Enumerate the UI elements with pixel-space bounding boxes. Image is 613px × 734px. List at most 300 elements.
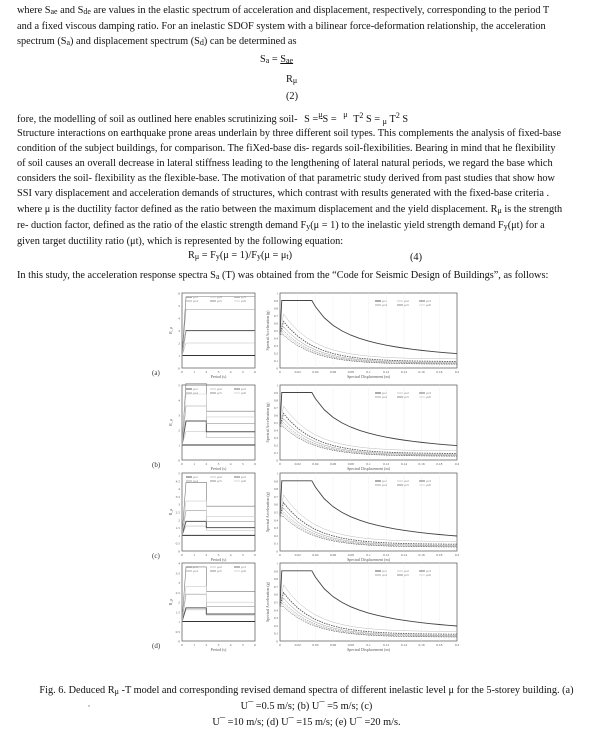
text: S [260,54,266,65]
left-ylabel: R_μ [168,327,173,334]
left-ytick-label: 0.5 [175,541,180,546]
paragraph-ductility [17,202,597,249]
left-xtick-label: 5 [241,643,244,647]
right-ytick-label: 0.8 [273,398,278,403]
text-line: condition of the subject buildings, for comparison. The fiXed-base dis- regards soil-flexibilities. Bearing in mind that he flexibility [17,143,556,154]
right-xtick-label: 0.2 [454,553,460,557]
legend-label: μ=4 [193,479,198,484]
right-ytick-label: 0 [276,639,278,644]
legend-label: μ=3 [241,475,246,480]
left-ytick-label: 2 [178,341,180,346]
right-ytick-label: 0.8 [273,306,278,311]
legend-label: μ=5 [217,299,222,304]
right-xtick-label: 0.08 [347,643,354,647]
speck [88,705,90,707]
left-xtick-label: 5 [241,462,244,466]
right-xtick-label: 0 [279,370,281,374]
right-ytick-label: 0.7 [273,406,278,410]
eq-part: 2 [395,111,400,120]
left-ytick-label: 4 [178,398,180,403]
right-xtick-label: 0.06 [330,643,337,647]
right-ytick-label: 0.8 [273,577,278,582]
text: and S [57,5,84,16]
legend-label: μ=4 [382,395,387,400]
legend-label: μ=6 [426,395,431,400]
right-ytick-label: 0.6 [273,413,278,418]
left-xtick-label: 0 [181,462,183,466]
eq-part: μ [318,110,323,119]
text: Fig. 6. Deduced R [39,685,115,696]
right-ytick-label: 0.3 [273,344,278,348]
left-ytick-label: 1 [178,443,180,448]
text-line [17,218,597,234]
left-xtick-label: 3 [217,370,220,374]
text: R [188,250,195,261]
right-xtick-label: 0.12 [383,553,390,557]
legend-label: μ=4 [382,483,387,488]
left-ylabel: R_μ [168,508,173,516]
right-xtick-label: 0.14 [400,370,407,374]
left-ytick-label: 3 [178,329,180,333]
left-xtick-label: 4 [229,643,232,647]
eq-part: = [312,114,319,125]
legend-label: μ=3 [426,569,431,574]
inline-equation [304,110,409,126]
right-xtick-label: 0.08 [347,370,354,374]
legend-label: μ=2 [217,565,222,570]
subscript: a [215,272,220,281]
equation-lhs [260,52,293,68]
legend-label: μ=5 [217,479,222,484]
right-ytick-label: 0.9 [273,569,278,574]
left-ytick-label: 0 [178,366,180,371]
right-ytick-label: 0.4 [273,518,278,523]
right-ytick-label: 0.9 [273,391,278,395]
left-xtick-label: 1 [193,370,196,374]
right-xtick-label: 0.18 [436,462,443,466]
text: ) can be determined as [203,36,297,47]
subscript: μ [292,76,298,85]
text: (μ = 1)/F [219,250,257,261]
subscript: d [199,38,204,47]
right-xtick-label: 0.14 [400,462,407,466]
text-line [17,34,597,50]
left-xtick-label: 3 [217,462,220,466]
fraction-numerator [280,54,293,65]
legend-label: μ=5 [217,569,222,574]
left-xlabel: Period (s) [210,374,227,379]
left-xtick-label: 0 [181,553,183,557]
left-xtick-label: 0 [181,643,183,647]
paragraph-ssi [17,126,597,201]
right-ytick-label: 0.7 [273,494,278,499]
eq-part: S [304,114,310,125]
subscript: y [503,222,508,231]
left-ytick-label: 1 [178,620,180,624]
legend-label: μ=5 [404,573,409,578]
legend-label: μ=1 [193,295,198,300]
left-ytick-label: 4.5 [175,479,180,484]
legend-label: μ=2 [404,569,409,574]
legend-label: μ=4 [193,299,198,304]
legend-label: μ=1 [193,387,198,392]
right-xtick-label: 0.18 [436,553,443,557]
right-xtick-label: 0 [279,462,281,466]
right-ytick-label: 0.7 [273,314,278,318]
panel-label: (c) [152,552,160,560]
left-ytick-label: 2.5 [175,510,180,515]
subscript: a [66,38,71,47]
right-ytick-label: 0.8 [273,487,278,492]
left-ytick-label: 0.5 [175,629,180,634]
right-ytick-label: 0.1 [273,541,278,546]
right-ytick-label: 0 [276,366,278,371]
right-ytick-label: 0.3 [273,616,278,621]
right-xtick-label: 0.16 [418,643,425,647]
legend-label: μ=5 [404,395,409,400]
panel-label: (d) [152,642,161,650]
legend-label: μ=2 [404,479,409,484]
eq-part: μ [382,117,387,126]
right-ytick-label: 0.2 [273,443,278,448]
right-xtick-label: 0.04 [312,643,319,647]
right-xtick-label: 0.14 [400,643,407,647]
text: (μt) for a [507,220,545,231]
text-line [17,202,597,218]
left-ytick-label: 3.5 [175,571,180,576]
left-ytick-label: 4 [178,487,180,492]
right-ytick-label: 0.7 [273,584,278,589]
left-xtick-label: 6 [254,370,256,374]
legend-label: μ=6 [426,303,431,308]
right-ytick-label: 0.3 [273,526,278,531]
text: spectrum (S [17,36,67,47]
subscript: a [265,56,270,65]
right-ytick-label: 0.4 [273,608,278,613]
text: where S [17,5,51,16]
legend-label: μ=1 [382,299,387,304]
text: ) [288,250,293,261]
left-xtick-label: 0 [181,370,183,374]
subscript: μ [194,252,200,261]
left-ytick-label: 1.5 [175,526,180,531]
right-xtick-label: 0.08 [347,462,354,466]
right-xtick-label: 0.12 [383,462,390,466]
right-ytick-label: 0.4 [273,428,278,433]
left-ytick-label: 4 [178,561,180,566]
right-xtick-label: 0.06 [330,462,337,466]
legend-label: μ=3 [241,295,246,300]
right-xlabel: Spectral Displacement (m) [347,466,390,471]
left-ytick-label: 2 [178,600,180,605]
left-xtick-label: 3 [217,643,220,647]
legend-label: μ=1 [382,391,387,396]
right-xlabel: Spectral Displacement (m) [347,647,390,652]
right-xlabel: Spectral Displacement (m) [347,374,390,379]
right-ytick-label: 0.5 [273,510,278,515]
left-ylabel: R_μ [168,598,173,606]
left-ytick-label: 2 [178,518,180,523]
text-line: of soil causes an overall decrease in lateral stiffness leading to the lengthening of lateral natural periods, we regard the base which [17,158,553,169]
legend-label: μ=3 [426,391,431,396]
text: (μ = μ [260,250,287,261]
left-ytick-label: 1.5 [175,610,180,615]
right-xtick-label: 0.1 [366,462,371,466]
legend-label: μ=1 [193,565,198,570]
eq-part: S = [322,114,337,125]
equation-number: (4) [410,252,423,263]
right-xtick-label: 0.02 [294,462,301,466]
right-xtick-label: 0.18 [436,643,443,647]
legend-label: μ=1 [382,569,387,574]
right-ytick-label: 0.9 [273,479,278,484]
text: (μ = 1) to the inelastic yield strength demand F [310,220,504,231]
subscript: μ [497,206,502,215]
subscript: ae [286,56,294,65]
legend-label: μ=2 [217,295,222,300]
left-ytick-label: 3 [178,413,180,418]
right-xtick-label: 0.1 [366,643,371,647]
left-xtick-label: 4 [229,553,232,557]
text: where μ is the ductility factor defined as the ratio between the maximum displacement and the yield displacement. R [17,204,498,215]
eq-part: T [389,114,396,125]
left-xtick-label: 6 [254,643,256,647]
legend-label: μ=4 [382,573,387,578]
right-xtick-label: 0.04 [312,553,319,557]
eq-part: μ [343,110,348,119]
left-xlabel: Period (s) [210,647,227,652]
right-ytick-label: 0.1 [273,451,278,455]
right-xtick-label: 0.14 [400,553,407,557]
right-xtick-label: 0 [279,643,281,647]
left-xtick-label: 3 [217,553,220,557]
left-ylabel: R_μ [168,419,173,426]
right-ytick-label: 0.2 [273,533,278,538]
right-ytick-label: 0.1 [273,631,278,636]
left-xtick-label: 1 [193,643,196,647]
right-ytick-label: 1 [276,471,278,476]
right-ytick-label: 1 [276,291,278,296]
left-xtick-label: 2 [205,643,208,647]
right-ytick-label: 0.6 [273,502,278,507]
text: fore, the modelling of soil as outlined here enables scrutinizing soil- [17,114,298,125]
left-ytick-label: 2.5 [175,590,180,595]
text-line: SSI vary displacement and acceleration demands of structures, which contrast with results generated with the fixed-base criteria . [17,188,550,199]
legend-label: μ=5 [217,391,222,396]
right-ytick-label: 0.2 [273,623,278,628]
text: R [286,74,293,85]
text-line: considers the soil- flexibility as the flexible-base. The motivation of that parametric study derived from past studies that show how [17,173,555,184]
eq-part: S [402,114,409,125]
right-ytick-label: 0.5 [273,329,278,333]
legend-label: μ=2 [404,391,409,396]
right-ytick-label: 0.1 [273,359,278,363]
right-ylabel: Spectral Acceleration (g) [265,402,270,443]
text-line: and a fixed viscous damping ratio. For an inelastic SDOF system with a bilinear force-deformation relationship, the acceleration [17,21,546,32]
paragraph-elastic-spectrum [17,3,597,50]
legend-label: μ=1 [382,479,387,484]
legend-label: μ=3 [426,299,431,304]
right-xtick-label: 0.06 [330,553,337,557]
legend-label: μ=4 [382,303,387,308]
legend-label: μ=4 [193,391,198,396]
legend-label: μ=6 [241,391,246,396]
left-xtick-label: 1 [193,462,196,466]
legend-label: μ=2 [217,387,222,392]
legend-label: μ=5 [404,303,409,308]
legend-label: μ=3 [241,565,246,570]
right-xtick-label: 0.1 [366,553,371,557]
left-ytick-label: 0 [178,549,180,554]
right-ytick-label: 1 [276,561,278,566]
right-xtick-label: 0.16 [418,462,425,466]
right-xtick-label: 0.16 [418,553,425,557]
left-ytick-label: 3 [178,581,180,585]
figure-caption-line-2: U¯ =0.5 m/s; (b) U¯ =5 m/s; (c) [240,701,373,712]
text-line [17,3,597,19]
left-ytick-label: 1 [178,533,180,538]
left-ytick-label: 5 [178,471,180,476]
right-xtick-label: 0.02 [294,643,301,647]
eq-part: 2 [359,111,364,120]
legend-label: μ=6 [426,573,431,578]
left-ytick-label: 2 [178,428,180,433]
text: S [280,54,286,65]
figure-svg [120,285,460,675]
right-ytick-label: 0.5 [273,421,278,425]
text: are values in the elastic spectrum of acceleration and displacement, respectively, corresponding to the period T [90,5,550,16]
text-line: given target ductility ratio (μt), which is represented by the following equation: [17,236,344,247]
text: In this study, the acceleration response spectra S [17,270,216,281]
right-xtick-label: 0.08 [347,553,354,557]
fraction-denominator [286,72,297,88]
figure-caption-line-3: U¯ =10 m/s; (d) U¯ =15 m/s; (e) U¯ =20 m/s. [212,717,401,728]
right-ytick-label: 0.2 [273,351,278,356]
legend-label: μ=6 [241,299,246,304]
right-ytick-label: 0.6 [273,321,278,326]
text: = [269,54,281,65]
left-xtick-label: 6 [254,462,256,466]
right-ytick-label: 0 [276,549,278,554]
subscript: y [256,252,261,261]
left-ytick-label: 3 [178,502,180,507]
text: ) and displacement spectrum (S [70,36,200,47]
right-ytick-label: 0.9 [273,299,278,303]
legend-label: μ=2 [217,475,222,480]
left-xtick-label: 5 [241,370,244,374]
left-ytick-label: 0 [178,458,180,463]
right-xtick-label: 0 [279,553,281,557]
right-xtick-label: 0.2 [454,643,460,647]
right-ylabel: Spectral Acceleration (g) [265,492,270,532]
right-xtick-label: 0.2 [454,370,460,374]
left-xlabel: Period (s) [210,466,227,471]
right-xtick-label: 0.18 [436,370,443,374]
left-xtick-label: 2 [205,553,208,557]
left-xlabel: Period (s) [210,557,227,562]
left-xtick-label: 6 [254,553,256,557]
right-ytick-label: 0.3 [273,436,278,440]
right-xtick-label: 0.16 [418,370,425,374]
legend-label: μ=1 [193,475,198,480]
legend-label: μ=6 [241,479,246,484]
left-ytick-label: 6 [178,291,180,296]
right-xlabel: Spectral Displacement (m) [347,557,390,562]
text: -T model and corresponding revised demand spectra of different inelastic level μ for the 5-storey building. (a) [118,685,574,696]
right-ytick-label: 1 [276,383,278,388]
text: is the strength [501,204,563,215]
figure-6 [120,285,460,675]
subscript: y [215,252,220,261]
left-ytick-label: 4 [178,316,180,321]
right-xtick-label: 0.2 [454,462,460,466]
subscript: t [286,252,289,261]
text: (T) was obtained from the “Code for Seismic Design of Buildings”, as follows: [219,270,549,281]
right-xtick-label: 0.04 [312,370,319,374]
left-xtick-label: 1 [193,553,196,557]
panel-label: (b) [152,461,161,469]
eq-part: S = [365,114,381,125]
right-xtick-label: 0.1 [366,370,371,374]
right-xtick-label: 0.06 [330,370,337,374]
left-plot-frame [182,385,255,460]
equation-4 [188,248,292,264]
legend-label: μ=3 [241,387,246,392]
left-ytick-label: 0 [178,639,180,644]
left-xtick-label: 5 [241,553,244,557]
paragraph-code-spectra [17,268,548,284]
right-ytick-label: 0 [276,458,278,463]
left-xtick-label: 2 [205,370,208,374]
right-ytick-label: 0.5 [273,600,278,605]
subscript: y [306,222,311,231]
subscript: μ [114,687,119,696]
right-xtick-label: 0.02 [294,370,301,374]
right-xtick-label: 0.04 [312,462,319,466]
eq-part: T [353,114,360,125]
right-xtick-label: 0.12 [383,643,390,647]
right-xtick-label: 0.12 [383,370,390,374]
equation-number: (2) [286,91,299,102]
right-ytick-label: 0.6 [273,592,278,597]
figure-caption-line-1 [0,683,613,699]
right-ylabel: Spectral Acceleration (g) [265,310,270,351]
legend-label: μ=2 [404,299,409,304]
legend-label: μ=3 [426,479,431,484]
text-line: Structure interactions on earthquake prone areas underlain by three different soil types. This complements the analysis of fixed-base [17,128,562,139]
right-ytick-label: 0.4 [273,336,278,341]
right-xtick-label: 0.02 [294,553,301,557]
subscript: ae [50,7,58,16]
left-xtick-label: 2 [205,462,208,466]
left-xtick-label: 4 [229,370,232,374]
legend-label: μ=6 [426,483,431,488]
panel-label: (a) [152,369,160,377]
left-ytick-label: 3.5 [175,494,180,499]
left-ytick-label: 5 [178,383,180,388]
legend-label: μ=5 [404,483,409,488]
left-plot-frame [182,473,255,551]
left-xtick-label: 4 [229,462,232,466]
right-ylabel: Spectral Acceleration (g) [265,582,270,622]
legend-label: μ=6 [241,569,246,574]
subscript: de [83,7,91,16]
text: re- duction factor, defined as the ratio of the elastic strength demand F [17,220,307,231]
left-ytick-label: 5 [178,304,180,308]
legend-label: μ=4 [193,569,198,574]
text: = F [199,250,216,261]
left-ytick-label: 1 [178,354,180,358]
